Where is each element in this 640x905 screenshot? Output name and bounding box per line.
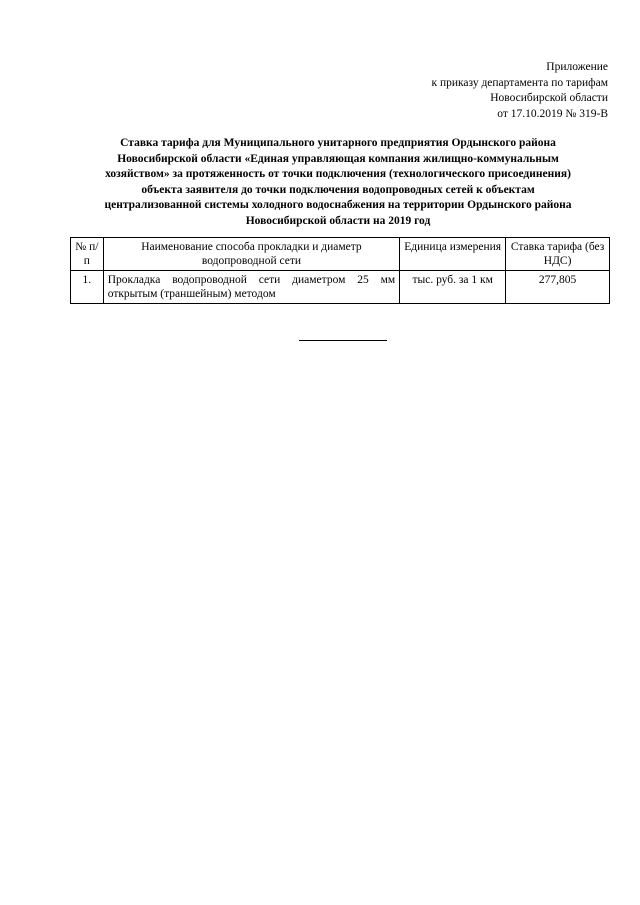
table-body (71, 271, 610, 304)
title-line: Новосибирской области на 2019 год (245, 214, 431, 227)
title-line: Ставка тарифа для Муниципального унитарного предприятия Ордынского района (120, 137, 556, 149)
appendix-header (431, 60, 608, 122)
appendix-region: Новосибирской области (490, 92, 608, 104)
title-line: централизованной системы холодного водоснабжения на территории Ордынского района (104, 199, 572, 212)
header-num: № п/п (71, 238, 104, 271)
appendix-date-number: от 17.10.2019 № 319-В (497, 107, 608, 120)
header-rate: Ставка тарифа (без НДС) (506, 238, 610, 271)
row-num: 1. (71, 271, 104, 304)
row-rate: 277,805 (506, 271, 610, 304)
row-name: Прокладка водопроводной сети диаметром 25 мм открытым (траншейным) методом (103, 271, 399, 304)
title-line: Новосибирской области «Единая управляющая компания жилищно-коммунальным (117, 152, 559, 165)
table-row (71, 271, 610, 304)
appendix-order-ref: к приказу департамента по тарифам (431, 76, 608, 89)
title-line: объекта заявителя до точки подключения водопроводных сетей к объектам (141, 183, 535, 196)
header-unit: Единица измерения (400, 238, 506, 271)
document-title (64, 136, 612, 230)
row-unit: тыс. руб. за 1 км (400, 271, 506, 304)
title-line: хозяйством» за протяженность от точки подключения (технологического присоединения) (105, 168, 571, 181)
table-header-row (71, 238, 610, 271)
end-separator-line (299, 340, 387, 341)
appendix-label: Приложение (546, 61, 608, 73)
header-name: Наименование способа прокладки и диаметр водопроводной сети (103, 238, 399, 271)
tariff-table (70, 237, 610, 304)
table-header (71, 238, 610, 271)
